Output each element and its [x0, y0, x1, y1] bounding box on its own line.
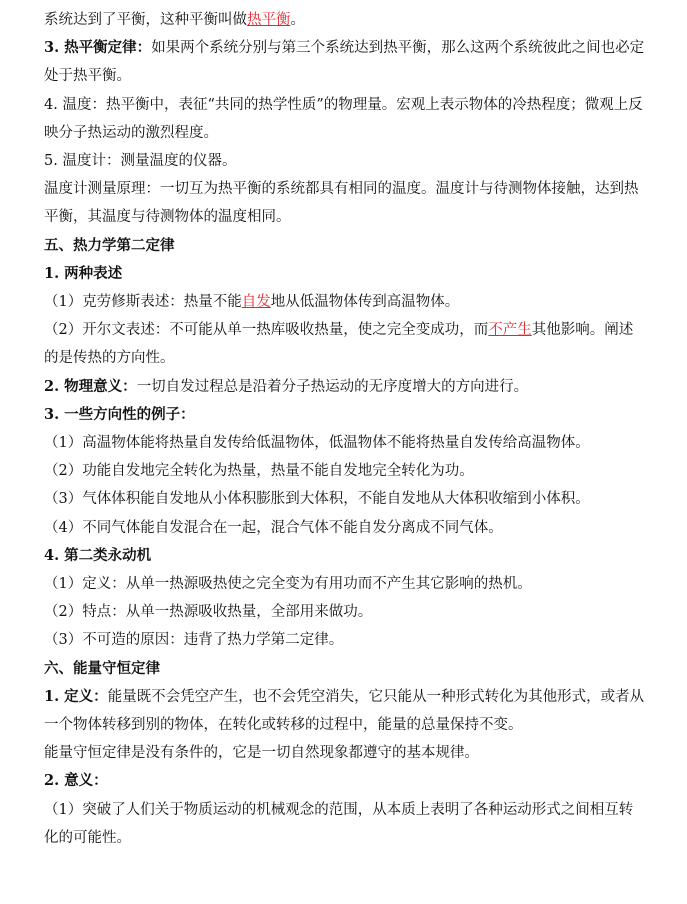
item-heading: 3. 热平衡定律：	[44, 39, 152, 57]
text-line: （3）不可造的原因：违背了热力学第二定律。	[44, 632, 344, 649]
item-heading: 2. 意义：	[44, 772, 108, 790]
text-line: （1）克劳修斯表述：热量不能自发地从低温物体传到高温物体。	[44, 294, 460, 311]
text-line: 系统达到了平衡，这种平衡叫做热平衡。	[44, 12, 305, 28]
item-heading: 4. 第二类永动机	[44, 546, 152, 564]
text-line: （4）不同气体能自发混合在一起，混合气体不能自发分离成不同气体。	[44, 519, 503, 536]
text-line: （1）突破了人们关于物质运动的机械观念的范围，从本质上表明了各种运动形式之间相互转化的可能性。	[44, 801, 634, 846]
section-heading: 五、热力学第二定律	[44, 236, 175, 254]
text-line: 能量守恒定律是没有条件的，它是一切自然现象都遵守的基本规律。	[44, 745, 479, 762]
text-line: 5. 温度计：测量温度的仪器。	[44, 153, 237, 170]
highlighted-term: 自发	[241, 294, 271, 311]
text-line: （2）功能自发地完全转化为热量，热量不能自发地完全转化为功。	[44, 463, 474, 480]
text-line: 2. 物理意义：一切自发过程总是沿着分子热运动的无序度增大的方向进行。	[44, 377, 529, 395]
text-line: 4. 温度：热平衡中，表征“共同的热学性质”的物理量。宏观上表示物体的冷热程度；微观上反映分子热运动的激烈程度。	[44, 96, 643, 141]
highlighted-term: 热平衡	[247, 12, 291, 28]
text-line: （2）开尔文表述：不可能从单一热库吸收热量，使之完全变成功，而不产生其他影响。阐述的是传热的方向性。	[44, 322, 634, 367]
item-heading: 2. 物理意义：	[44, 377, 137, 395]
text-line: （1）定义：从单一热源吸热使之完全变为有用功而不产生其它影响的热机。	[44, 576, 532, 593]
item-heading: 3. 一些方向性的例子：	[44, 405, 195, 423]
text-line: （1）高温物体能将热量自发传给低温物体，低温物体不能将热量自发传给高温物体。	[44, 435, 590, 452]
highlighted-term: 不产生	[488, 322, 532, 339]
text-line: （2）特点：从单一热源吸收热量，全部用来做功。	[44, 604, 373, 621]
text-line: 温度计测量原理：一切互为热平衡的系统都具有相同的温度。温度计与待测物体接触，达到热平衡，其温度与待测物体的温度相同。	[44, 181, 639, 226]
item-heading: 1. 定义：	[44, 687, 108, 705]
text-line: （3）气体体积能自发地从小体积膨胀到大体积，不能自发地从大体积收缩到小体积。	[44, 491, 590, 508]
section-heading: 六、能量守恒定律	[44, 659, 160, 677]
text-line: 1. 定义：能量既不会凭空产生，也不会凭空消失，它只能从一种形式转化为其他形式，或者从一个物体转移到别的物体，在转化或转移的过程中，能量的总量保持不变。	[44, 687, 645, 734]
text-line: 3. 热平衡定律：如果两个系统分别与第三个系统达到热平衡，那么这两个系统彼此之间也必定处于热平衡。	[44, 39, 645, 85]
item-heading: 1. 两种表述	[44, 264, 123, 282]
